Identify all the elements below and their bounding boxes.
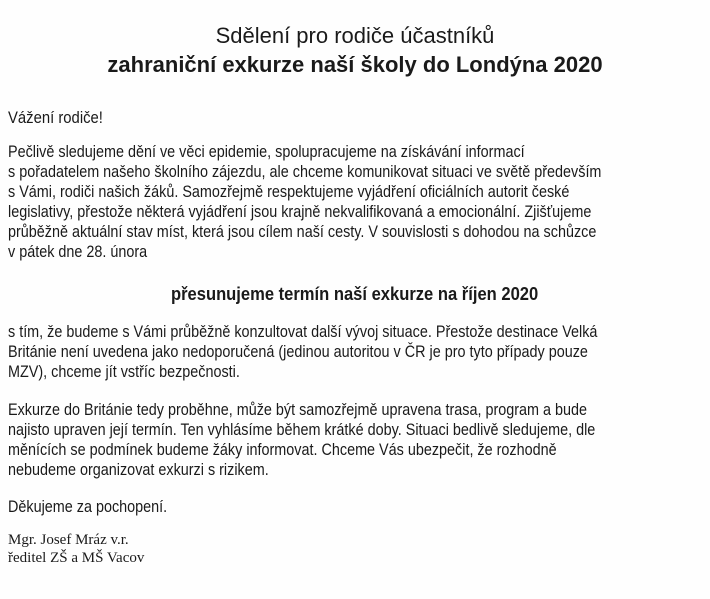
paragraph-2-line bbox=[8, 342, 673, 362]
signature-name: Mgr. Josef Mráz v.r. bbox=[8, 532, 129, 548]
paragraph-3-line-text: měnících se podmínek budeme žáky informovat. Chceme Vás ubezpečit, že rozhodně bbox=[8, 441, 557, 459]
closing bbox=[8, 497, 191, 517]
greeting-text: Vážení rodiče! bbox=[8, 109, 103, 127]
paragraph-1-line-text: průběžně aktuální stav míst, která jsou cílem naší cesty. V souvislosti s dohodou na schůzce bbox=[8, 223, 597, 241]
signature-position: ředitel ZŠ a MŠ Vacov bbox=[8, 550, 145, 566]
paragraph-3-line-text: nebudeme organizovat exkurzi s rizikem. bbox=[8, 461, 269, 479]
announcement-text: přesunujeme termín naší exkurze na říjen 2020 bbox=[171, 284, 539, 304]
paragraph-1-line bbox=[8, 182, 652, 202]
paragraph-2-line bbox=[8, 322, 684, 342]
paragraph-1-line bbox=[8, 242, 168, 262]
paragraph-1-line-text: Pečlivě sledujeme dění ve věci epidemie, spolupracujeme na získávání informací bbox=[8, 143, 525, 161]
closing-text: Děkujeme za pochopení. bbox=[8, 498, 168, 516]
paragraph-2-line-text: s tím, že budeme s Vámi průběžně konzultovat další vývoj situace. Přestože destinace Velká bbox=[8, 323, 598, 341]
paragraph-2-line-text: Británie není uvedena jako nedoporučená (jedinou autoritou v ČR je pro tyto případy pouze bbox=[8, 343, 588, 361]
announcement-heading bbox=[0, 282, 710, 306]
paragraph-3-line bbox=[8, 420, 682, 440]
title-line-2: zahraniční exkurze naší školy do Londýna 2020 bbox=[107, 52, 603, 77]
paragraph-3-line bbox=[8, 460, 307, 480]
paragraph-1-line-text: s pořadatelem našeho školního zájezdu, ale chceme komunikovat situaci ve světě především bbox=[8, 163, 602, 181]
paragraph-3-line-text: najisto upraven její termín. Ten vyhlásíme během krátké doby. Situaci bedlivě sledujeme, dle bbox=[8, 421, 596, 439]
paragraph-3-line bbox=[8, 400, 672, 420]
paragraph-1-line bbox=[8, 142, 600, 162]
paragraph-1-line bbox=[8, 162, 689, 182]
paragraph-1-line-text: legislativy, přestože některá vyjádření jsou krajně nekvalifikovaná a emocionální. Zjišťujeme bbox=[8, 203, 592, 221]
paragraph-1-line-text: v pátek dne 28. února bbox=[8, 243, 148, 261]
title-line-1: Sdělení pro rodiče účastníků bbox=[215, 23, 495, 48]
paragraph-3-line bbox=[8, 440, 637, 460]
paragraph-3-line-text: Exkurze do Británie tedy proběhne, může být samozřejmě upravena trasa, program a bude bbox=[8, 401, 588, 419]
paragraph-1-line-text: s Vámi, rodiči našich žáků. Samozřejmě respektujeme vyjádření oficiálních autorit české bbox=[8, 183, 570, 201]
paragraph-2-line-text: MZV), chceme jít vstříc bezpečnosti. bbox=[8, 363, 240, 381]
paragraph-1-line bbox=[8, 202, 677, 222]
paragraph-1-line bbox=[8, 222, 683, 242]
paragraph-2-line bbox=[8, 362, 274, 382]
greeting bbox=[8, 108, 113, 128]
